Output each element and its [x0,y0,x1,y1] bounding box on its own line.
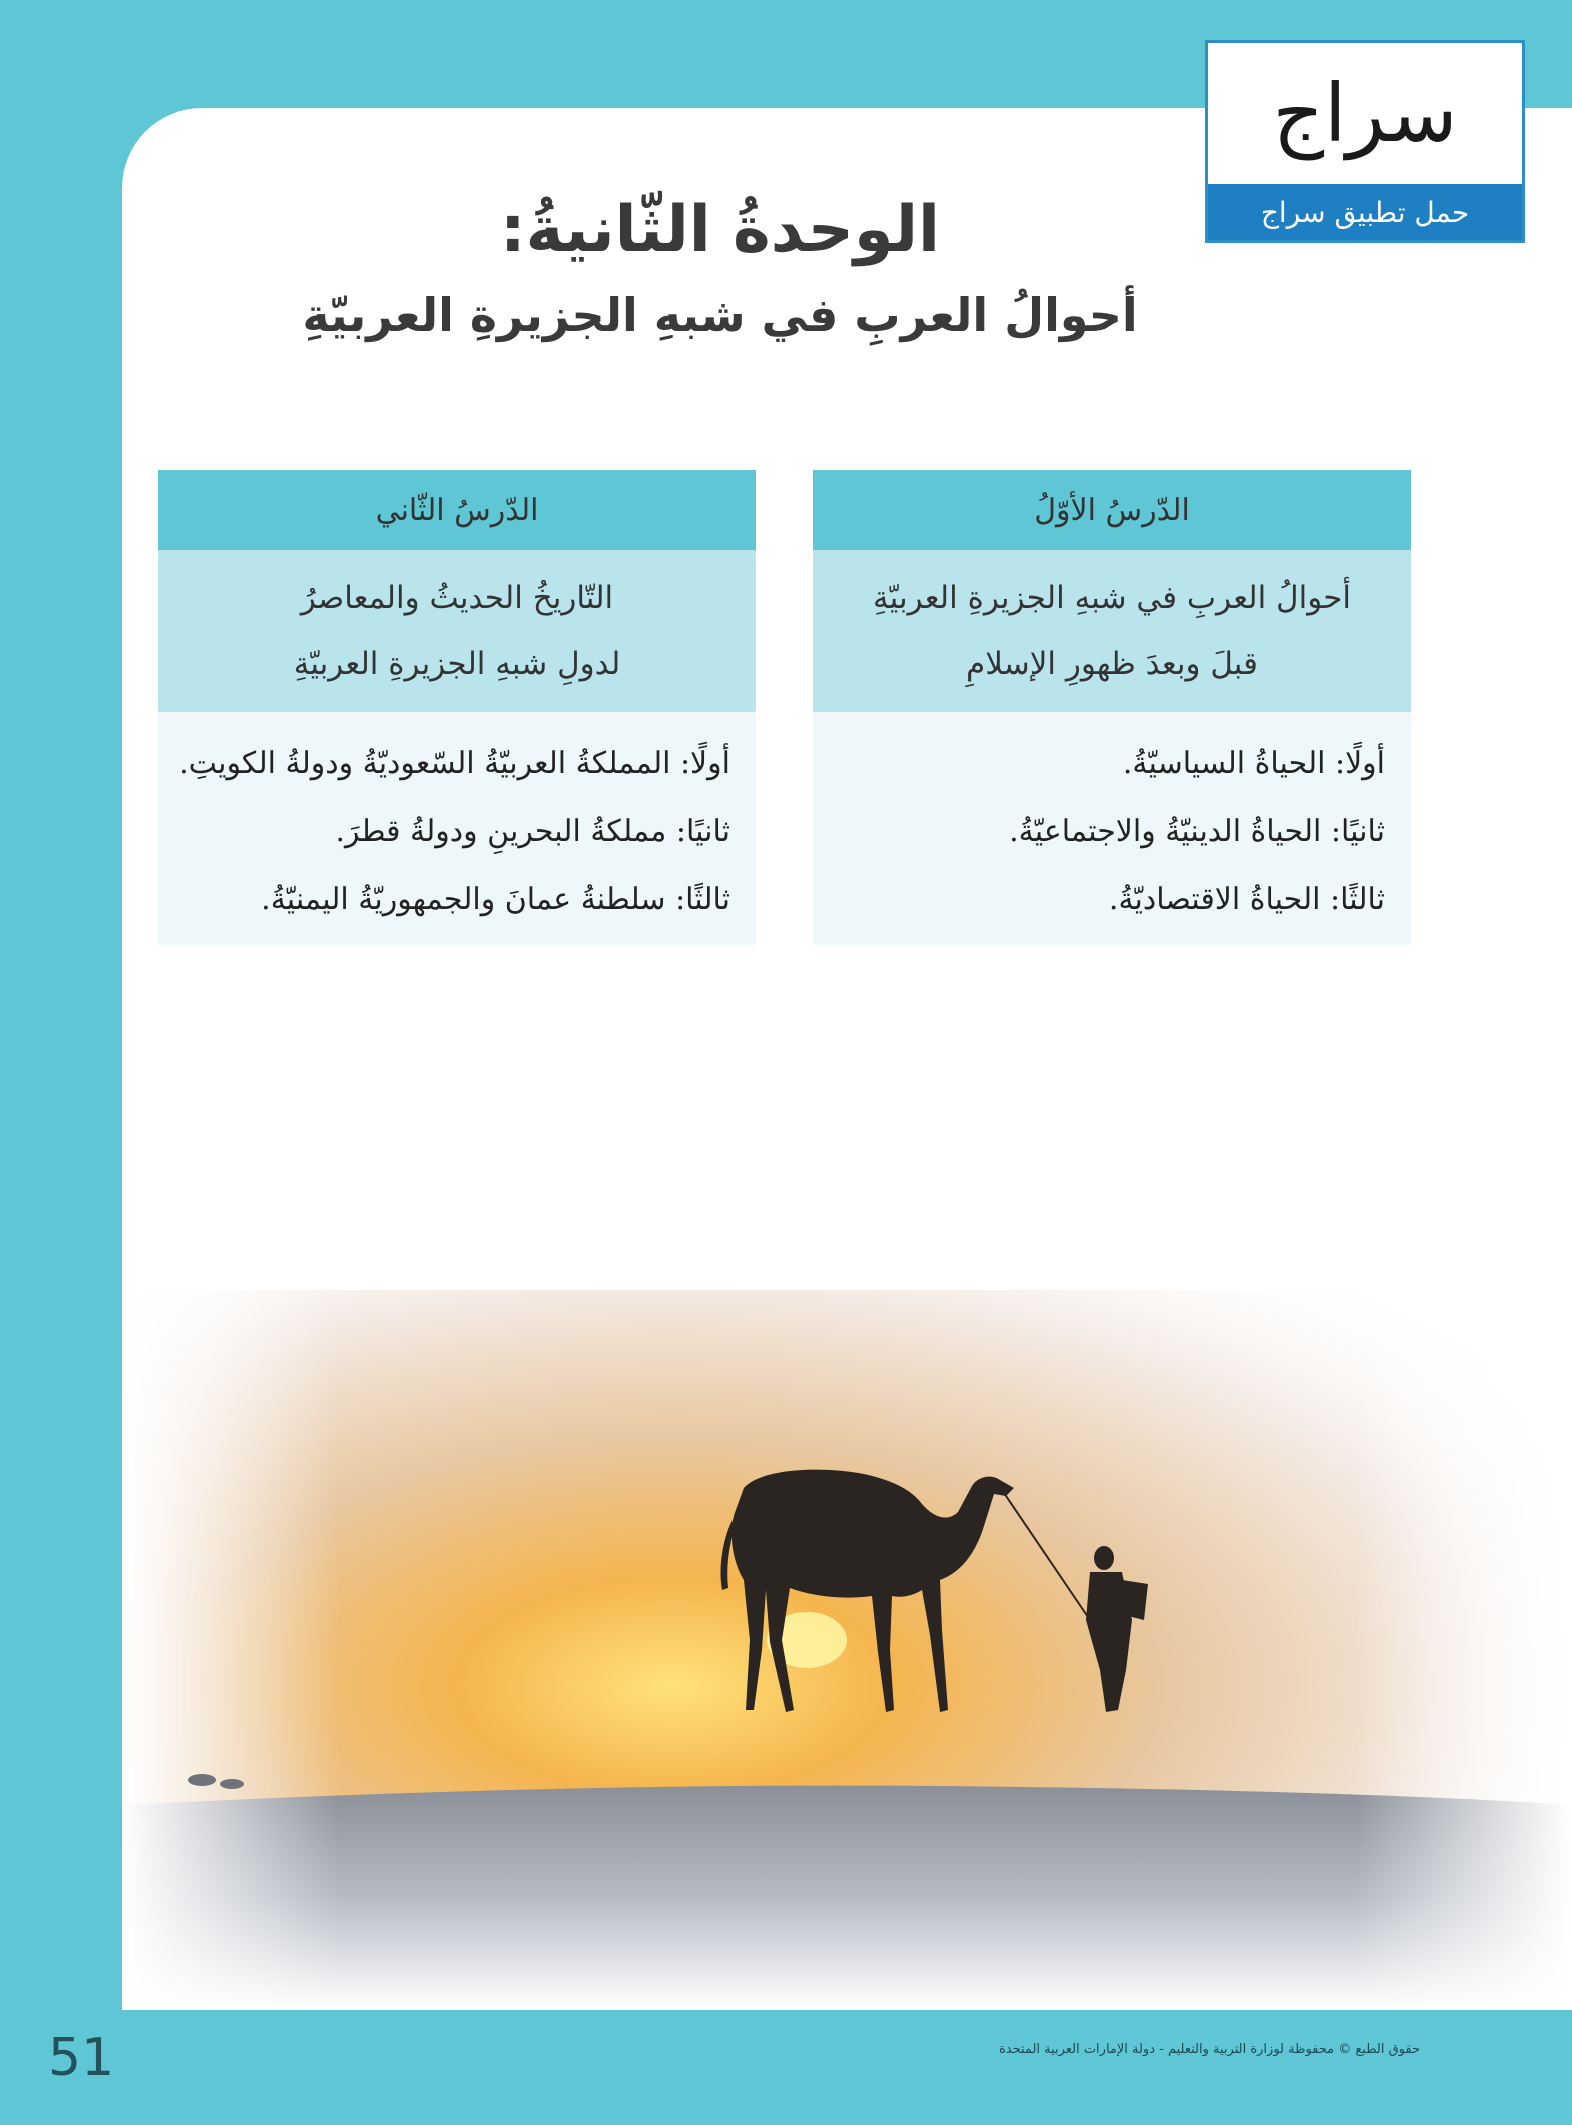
page-number: 51 [48,2028,115,2088]
topic-item: ثانيًا: الحياةُ الدينيّةُ والاجتماعيّةُ. [1009,814,1385,849]
topic-item: ثالثًا: الحياةُ الاقتصاديّةُ. [1108,882,1385,917]
lesson-title-line: أحوالُ العربِ في شبهِ الجزيرةِ العربيّةِ [873,580,1351,616]
unit-subtitle: أحوالُ العربِ في شبهِ الجزيرةِ العربيّةِ [302,288,1138,342]
lesson-title-line: لدولِ شبهِ الجزيرةِ العربيّةِ [293,646,621,682]
desert-camel-photo [122,1290,1572,2010]
topic-item: ثالثًا: سلطنةُ عمانَ والجمهوريّةُ اليمنيّةُ. [261,882,730,917]
lesson-topics [158,712,756,945]
lesson-title-line: التّاريخُ الحديثُ والمعاصرُ [300,580,614,616]
siraj-logo[interactable] [1205,40,1525,243]
lesson-header: الدّرسُ الثّاني [158,470,756,550]
lesson-header: الدّرسُ الأوّلُ [813,470,1411,550]
topic-item: أولًا: المملكةُ العربيّةُ السّعوديّةُ ودولةُ الكويتِ. [179,746,730,781]
lesson-title-line: قبلَ وبعدَ ظهورِ الإسلامِ [966,646,1258,682]
topic-item: ثانيًا: مملكةُ البحرينِ ودولةُ قطرَ. [335,814,730,849]
lesson-card-2 [158,470,756,945]
lesson-topics [813,712,1411,945]
topic-item: أولًا: الحياةُ السياسيّةُ. [1122,746,1385,781]
lesson-title [158,550,756,712]
lesson-title [813,550,1411,712]
unit-title: الوحدةُ الثّانيةُ: [500,193,940,267]
copyright-notice: حقوق الطبع © محفوظة لوزارة التربية والتعليم - دولة الإمارات العربية المتحدة [998,2042,1420,2057]
logo-tagline: حمل تطبيق سراج [1208,184,1522,240]
logo-word: سراج [1272,67,1458,160]
lesson-card-1 [813,470,1411,945]
